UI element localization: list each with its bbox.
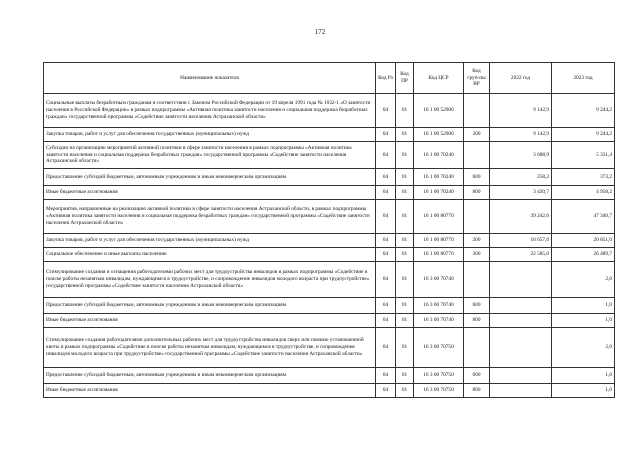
row-2023: 1,0 [552, 298, 615, 314]
row-csr: 16 3 00 70750 [414, 368, 464, 384]
row-2022: 39 242,6 [490, 200, 552, 234]
row-pr: 01 [396, 328, 414, 368]
table-row [44, 384, 615, 398]
row-name: Предоставление субсидий бюджетным, автономным учреждениям и иным некоммерческим организациям [44, 368, 376, 384]
row-2023: 2,0 [552, 262, 615, 298]
table-row [44, 368, 615, 384]
row-vr: 200 [464, 128, 490, 142]
table-row [44, 94, 615, 128]
row-pr: 01 [396, 262, 414, 298]
row-rz: 04 [376, 128, 396, 142]
row-name: Закупка товаров, работ и услуг для обеспечения государственных (муниципальных) нужд [44, 128, 376, 142]
row-2023: 4 958,2 [552, 186, 615, 200]
row-name: Мероприятия, направленные на реализацию активной политики в сфере занятости населения Астраханской области, в рамках подпрограммы «Активная политика занятости населения и социальная поддержка безработных граждан» государственной программы «Содействие занятости населения Астраханской области» [44, 200, 376, 234]
row-pr: 01 [396, 234, 414, 248]
row-2023: 1,0 [552, 314, 615, 328]
row-rz: 04 [376, 262, 396, 298]
row-2023: 26 489,7 [552, 248, 615, 262]
row-csr: 16 1 00 52900 [414, 128, 464, 142]
row-pr: 01 [396, 128, 414, 142]
row-pr: 01 [396, 94, 414, 128]
row-rz: 04 [376, 169, 396, 186]
row-2022: 3 430,7 [490, 186, 552, 200]
row-rz: 04 [376, 328, 396, 368]
row-pr: 01 [396, 298, 414, 314]
budget-table [43, 62, 615, 398]
row-rz: 04 [376, 94, 396, 128]
row-rz: 04 [376, 384, 396, 398]
page-number: 172 [314, 28, 326, 36]
row-csr: 16 1 00 80770 [414, 234, 464, 248]
header-name: Наименование показателя [44, 63, 376, 94]
row-pr: 01 [396, 169, 414, 186]
row-2023: 9 244,2 [552, 94, 615, 128]
header-year-2023: 2023 год [552, 63, 615, 94]
row-pr: 01 [396, 368, 414, 384]
row-rz: 04 [376, 314, 396, 328]
header-kod-rz: Код Рз [376, 63, 396, 94]
row-vr: 600 [464, 169, 490, 186]
row-2023: 5 331,4 [552, 142, 615, 169]
row-2022: 258,2 [490, 169, 552, 186]
table-row [44, 262, 615, 298]
row-2022: 9 142,9 [490, 94, 552, 128]
row-name: Иные бюджетные ассигнования [44, 314, 376, 328]
row-rz: 04 [376, 142, 396, 169]
row-2022 [490, 328, 552, 368]
row-csr: 16 1 00 80770 [414, 200, 464, 234]
row-2023: 47 340,7 [552, 200, 615, 234]
header-kod-pr: Код ПР [396, 63, 414, 94]
row-pr: 01 [396, 186, 414, 200]
table-row [44, 200, 615, 234]
table-row [44, 128, 615, 142]
row-name: Стимулирование создания и оснащения работодателями рабочих мест для трудоустройства инвалидов в рамках подпрограммы «Содействие в поиске работы незанятым инвалидам, нуждающимся в трудоустройстве, и сопровождение инвалидов молодого возраста при трудоустройстве» государственной программы «Содействие занятости населения Астраханской области» [44, 262, 376, 298]
row-csr: 16 3 00 70740 [414, 262, 464, 298]
table-row [44, 248, 615, 262]
row-vr [464, 328, 490, 368]
header-kod-vr: Код груп-пы ВР [464, 63, 490, 94]
table-row [44, 142, 615, 169]
row-vr: 800 [464, 384, 490, 398]
row-vr [464, 262, 490, 298]
table-row [44, 328, 615, 368]
row-csr: 16 3 00 70750 [414, 384, 464, 398]
row-pr: 01 [396, 248, 414, 262]
row-2022 [490, 384, 552, 398]
row-rz: 04 [376, 248, 396, 262]
table-row [44, 314, 615, 328]
row-vr [464, 142, 490, 169]
row-csr: 16 1 00 70240 [414, 142, 464, 169]
row-rz: 04 [376, 368, 396, 384]
row-rz: 04 [376, 298, 396, 314]
row-2023: 2,0 [552, 328, 615, 368]
row-pr: 01 [396, 384, 414, 398]
row-vr: 200 [464, 234, 490, 248]
row-vr [464, 94, 490, 128]
row-vr: 600 [464, 368, 490, 384]
table-row [44, 234, 615, 248]
row-vr: 300 [464, 248, 490, 262]
table-header-row [44, 63, 615, 94]
table-row [44, 169, 615, 186]
row-2023: 1,0 [552, 368, 615, 384]
row-2022: 22 585,0 [490, 248, 552, 262]
row-vr: 800 [464, 314, 490, 328]
row-name: Социальное обеспечение и иные выплаты населению [44, 248, 376, 262]
row-2022: 16 657,6 [490, 234, 552, 248]
row-vr: 800 [464, 186, 490, 200]
row-name: Иные бюджетные ассигнования [44, 384, 376, 398]
row-2023: 20 851,0 [552, 234, 615, 248]
row-vr: 600 [464, 298, 490, 314]
row-pr: 01 [396, 314, 414, 328]
table-row [44, 298, 615, 314]
row-name: Стимулирование создания работодателями дополнительных рабочих мест для трудоустройства инвалидов сверх или помимо установленной квоты в рамках подпрограммы «Содействие в поиске работы незанятым инвалидам, нуждающимся в трудоустройстве, и сопровождение инвалидов молодого возраста при трудоустройстве» государственной программы «Содействие занятости населения Астраханской области» [44, 328, 376, 368]
row-rz: 04 [376, 234, 396, 248]
row-csr: 16 1 00 80770 [414, 248, 464, 262]
row-2022 [490, 368, 552, 384]
row-name: Иные бюджетные ассигнования [44, 186, 376, 200]
row-2022 [490, 314, 552, 328]
row-vr [464, 200, 490, 234]
row-rz: 04 [376, 186, 396, 200]
header-year-2022: 2022 год [490, 63, 552, 94]
row-name: Предоставление субсидий бюджетным, автономным учреждениям и иным некоммерческим организациям [44, 298, 376, 314]
row-2022 [490, 298, 552, 314]
row-csr: 16 3 00 70750 [414, 328, 464, 368]
row-name: Предоставление субсидий бюджетным, автономным учреждениям и иным некоммерческим организациям [44, 169, 376, 186]
row-name: Субсидии на организацию мероприятий активной политики в сфере занятости населения в рамках подпрограммы «Активная политика занятости населения и социальная поддержка безработных граждан» государственной программы «Содействие занятости населения Астраханской области» [44, 142, 376, 169]
row-csr: 16 3 00 70740 [414, 314, 464, 328]
row-rz: 04 [376, 200, 396, 234]
row-csr: 16 1 00 70240 [414, 186, 464, 200]
row-name: Социальные выплаты безработным гражданам в соответствии с Законом Российской Федерации от 19 апреля 1991 года № 1032-1 «О занятости населения в Российской Федерации» в рамках подпрограммы «Активная политика занятости населения и социальная поддержка безработных граждан» государственной программы «Содействие занятости населения Астраханской области» [44, 94, 376, 128]
row-2022: 9 142,9 [490, 128, 552, 142]
row-2022: 3 688,9 [490, 142, 552, 169]
row-2023: 1,0 [552, 384, 615, 398]
row-2023: 373,2 [552, 169, 615, 186]
row-name: Закупка товаров, работ и услуг для обеспечения государственных (муниципальных) нужд [44, 234, 376, 248]
header-kod-csr: Код ЦСР [414, 63, 464, 94]
row-pr: 01 [396, 200, 414, 234]
row-2022 [490, 262, 552, 298]
table-row [44, 186, 615, 200]
row-pr: 01 [396, 142, 414, 169]
row-csr: 16 3 00 70740 [414, 298, 464, 314]
row-2023: 9 244,2 [552, 128, 615, 142]
row-csr: 16 1 00 70240 [414, 169, 464, 186]
row-csr: 16 1 00 52900 [414, 94, 464, 128]
